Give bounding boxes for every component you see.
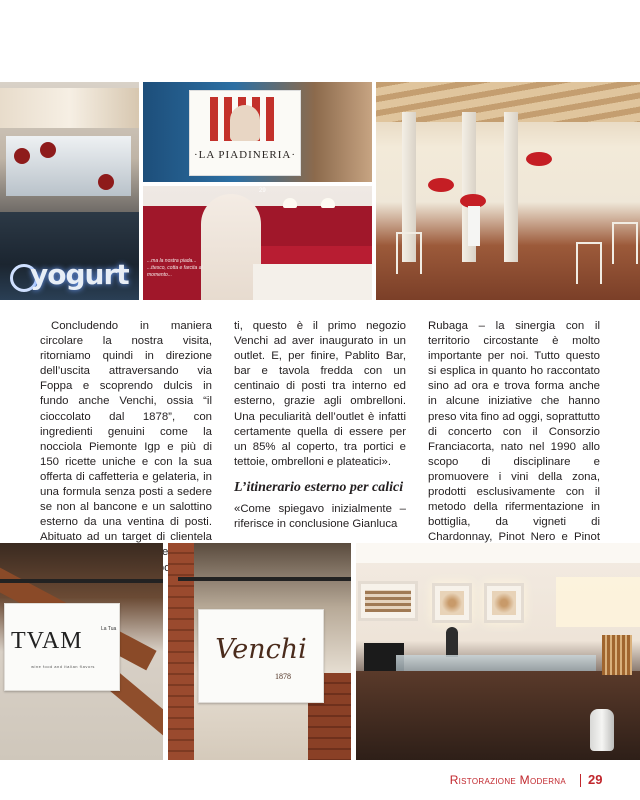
- tvam-tagline: wine food and italian flavors: [31, 664, 95, 669]
- store-frame: [432, 583, 472, 623]
- venchi-year: 1878: [275, 672, 291, 681]
- page-number: 29: [588, 772, 603, 787]
- store-vase: [590, 709, 614, 751]
- piadineria-sign-board: [189, 90, 301, 176]
- section-heading: L’itinerario esterno per calici: [234, 479, 404, 495]
- piadineria-mascot-icon: [230, 105, 260, 141]
- article-paragraph: Rubaga – la sinergia con il territorio circostante è molto importante per noi. Tutto questo si esplica in quanto ho raccontato sino ad ora e trova forma anche in alcune iniziative che hanno preso vita fino ad oggi, soprattutto di concerto con il Consorzio Franciacorta, nato nel 1990 allo scopo di disciplinare e promuovere i vini della zona, prodotti esclusivamente con il metodo della rifermentazione in bottiglia, da vigneti di Chardonnay, Pinot Nero e Pinot: [428, 320, 600, 544]
- store-staff: [446, 627, 458, 657]
- page-footer: [0, 772, 640, 792]
- photo-tvam-sign: [0, 543, 163, 760]
- tvam-small-text: La Tua: [101, 626, 117, 632]
- venchi-logo: Venchi: [215, 634, 307, 665]
- venchi-sign-board: [198, 609, 324, 703]
- footer-separator: [580, 774, 581, 787]
- article-paragraph: Concludendo in maniera circolare la nostra visita, ritorniamo quindi in direzione dell’uscita attraversando via Foppa e scoprendo dulcis in fundo anche Venchi, ossia “il cioccolato dal 1878”, con ingredienti genuini come la nocciola Piemonte Igp e più di 150 ricette uniche e con la sua offerta di caffetteria e gelateria, in una formula senza posti a sedere se non al bancone e un salottino esterno da una ventina di posti. Abituato ad un target di clientela: [40, 320, 212, 544]
- article-column-2: [234, 319, 406, 532]
- photo-yogurt-counter: [0, 82, 139, 300]
- piadineria-wall-text: ...ma la nostra piada... ...ttesco, cotta e farcita al momento...: [147, 258, 203, 278]
- yogurt-sign: yogurt: [30, 258, 129, 291]
- article-column-1: [40, 319, 212, 576]
- piadineria-sign-text: ·LA PIADINERIA·: [193, 149, 297, 161]
- photo-venchi-sign: [168, 543, 351, 760]
- article-paragraph: ti, questo è il primo negozio Venchi ad aver inaugurato in un outlet. E, per finire, Pablito Bar, bar e tavola fredda con un centinaio di posti tra interno ed esterno, grazie agli ombrelloni. Una peculiarità dell’outlet è infatti certamente quella di essere per un 85% al coperto, tra portici e tettoie, ombrelloni e plateatici».: [234, 320, 406, 468]
- photo-venchi-store: [356, 543, 640, 760]
- tvam-sign-board: [4, 603, 120, 691]
- piadineria-illustration: [201, 194, 261, 300]
- store-frame: [484, 583, 524, 623]
- piadineria-number: 29: [259, 188, 266, 194]
- tvam-logo: TVAM: [11, 628, 83, 654]
- publication-name: Ristorazione Moderna: [449, 773, 566, 787]
- photo-dining-hall: [376, 82, 640, 300]
- store-frame: [358, 581, 418, 621]
- photo-piadineria-interior: [143, 186, 372, 300]
- article-paragraph: «Come spiegavo inizialmente – riferisce in conclusione Gianluca: [234, 502, 406, 531]
- photo-piadineria-sign: [143, 82, 372, 182]
